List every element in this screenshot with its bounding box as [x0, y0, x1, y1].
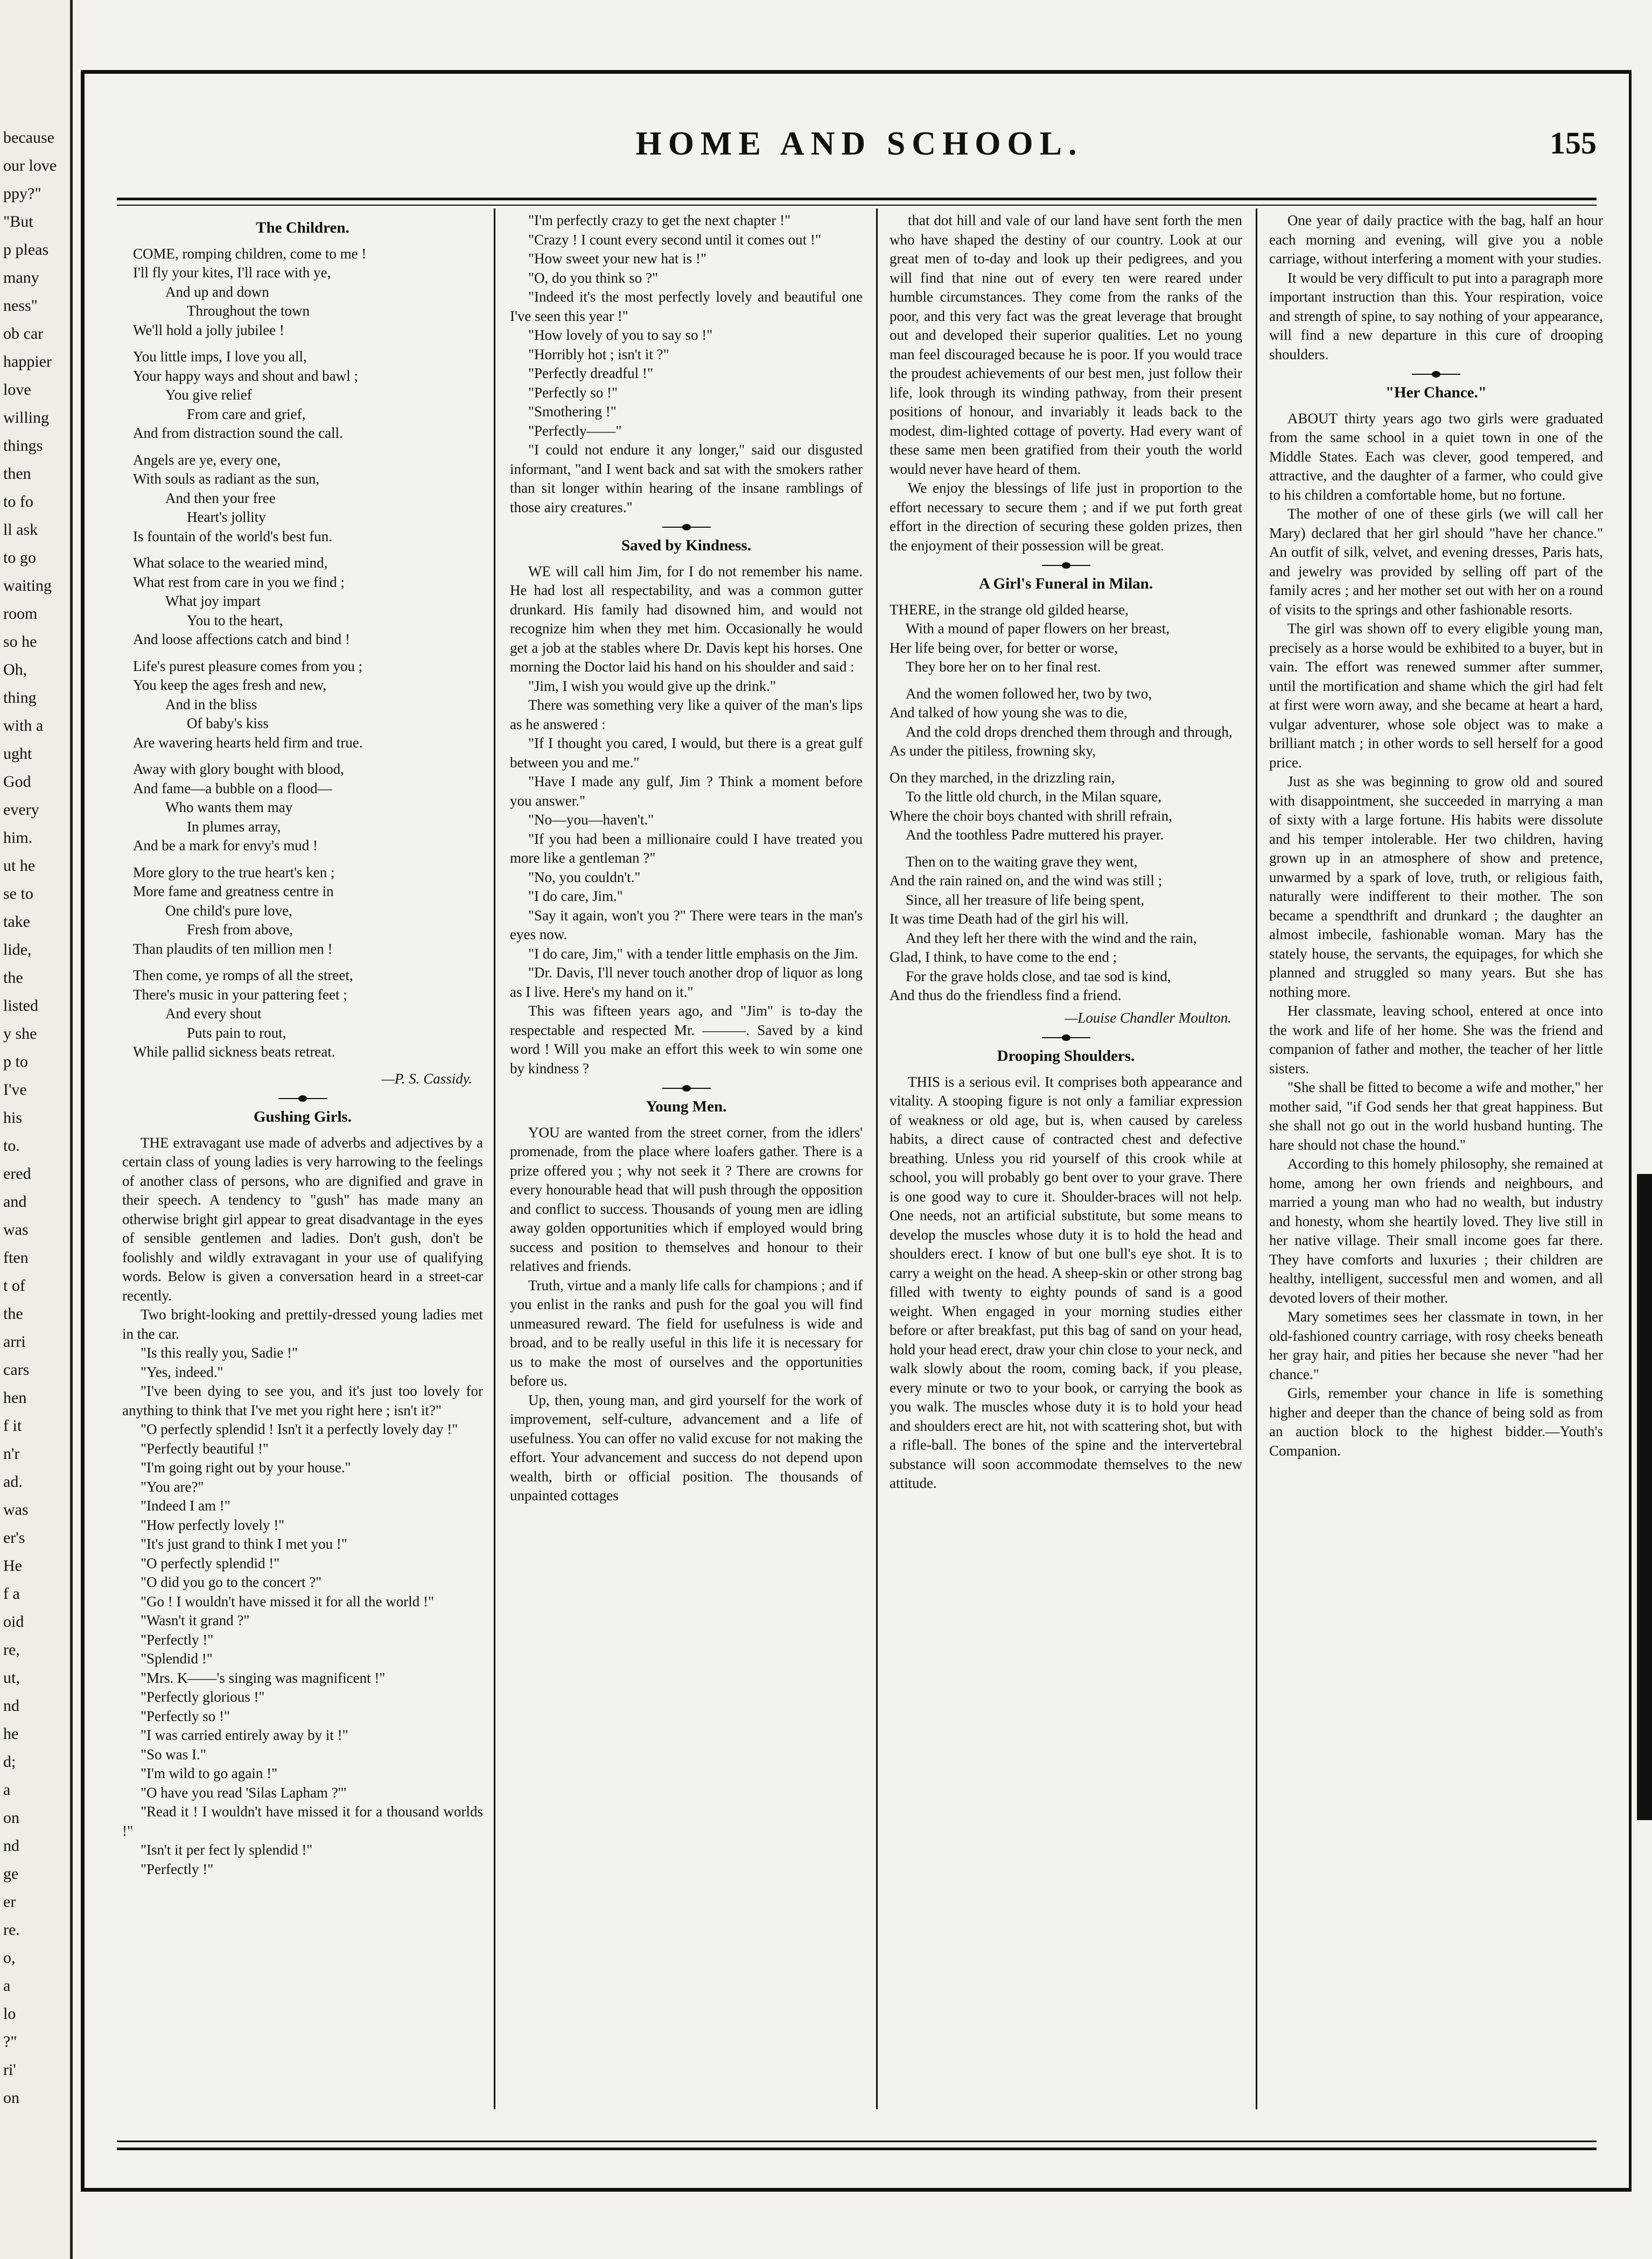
poem-line: And up and down [165, 283, 269, 300]
poem-attribution: —Louise Chandler Moulton. [1065, 1009, 1231, 1026]
poem-stanza [133, 966, 483, 1062]
poem-line: And then your free [165, 489, 276, 506]
prev-page-fragment: to go [3, 549, 36, 567]
poem-attribution: —P. S. Cassidy. [381, 1070, 472, 1087]
prev-page-fragment: take [3, 913, 30, 931]
poem-line: In plumes array, [187, 818, 281, 835]
paragraph: "I'm wild to go again !" [141, 1765, 278, 1781]
poem-line: They bore her on to her final rest. [906, 659, 1101, 675]
prev-page-fragment: n'r [3, 1445, 20, 1463]
paragraph: The girl was shown off to every eligible young man, precisely as a horse would be exhibited to a buyer, but in vain. The effort was renewed summer after summer, until the mortification and shame which the girl had felt at first were worn away, and she became at heart a hard, vulgar adventurer, whose sole object was to make a brilliant match ; in other words to sell herself for a good price. [1269, 620, 1603, 771]
prev-page-fragment: ppy?" [3, 185, 41, 202]
poem-line: On they marched, in the drizzling rain, [890, 769, 1115, 786]
previous-page-edge [0, 0, 73, 2259]
section-divider [1042, 564, 1090, 567]
paragraph: "I was carried entirely away by it !" [141, 1727, 348, 1743]
stanza-gap [890, 677, 1242, 684]
paragraph: "I'm perfectly crazy to get the next chapter !" [528, 212, 791, 228]
prev-page-fragment: ll ask [3, 521, 38, 538]
paragraph: "Perfectly so !" [141, 1708, 230, 1724]
poem-line: To the little old church, in the Milan square, [906, 788, 1161, 805]
prev-page-fragment: with a [3, 717, 44, 735]
prev-page-fragment: listed [3, 997, 38, 1015]
prev-page-fragment: re. [3, 1921, 20, 1939]
stanza-gap [890, 845, 1242, 852]
paragraph: "I do care, Jim." [528, 888, 623, 904]
poem-line: And every shout [165, 1005, 262, 1022]
poem-line: With a mound of paper flowers on her breast, [906, 620, 1170, 637]
stanza-gap [890, 761, 1242, 768]
prev-page-fragment: "But [3, 213, 33, 230]
prev-page-fragment: p pleas [3, 241, 49, 258]
prev-page-fragment: ften [3, 1249, 29, 1267]
poem-stanza [133, 657, 483, 753]
poem-stanza [133, 863, 483, 959]
paragraph: "Read it ! I wouldn't have missed it for a thousand worlds !" [122, 1803, 483, 1839]
column-4 [1269, 211, 1603, 2107]
section-divider [1412, 373, 1460, 376]
prev-page-fragment: because [3, 129, 54, 146]
paragraph: "Perfectly glorious !" [141, 1689, 265, 1705]
poem-line: You to the heart, [187, 612, 283, 628]
paragraph: "Go ! I wouldn't have missed it for all the world !" [141, 1593, 435, 1610]
prev-page-fragment: was [3, 1501, 29, 1519]
poem-stanza [133, 760, 483, 856]
paragraph: "Splendid !" [141, 1650, 213, 1667]
poem-line: And the women followed her, two by two, [906, 685, 1152, 702]
poem-line: Than plaudits of ten million men ! [133, 940, 333, 957]
prev-page-fragment: a [3, 1977, 11, 1995]
poem-line: From care and grief, [187, 405, 306, 422]
poem-line: With souls as radiant as the sun, [133, 471, 320, 487]
prev-page-fragment: y she [3, 1025, 37, 1043]
paragraph: "Mrs. K——'s singing was magnificent !" [141, 1669, 386, 1686]
paragraph: "Is this really you, Sadie !" [141, 1345, 298, 1361]
prev-page-fragment: I've [3, 1081, 27, 1099]
prev-page-fragment: hen [3, 1389, 27, 1407]
paragraph: "Indeed I am !" [141, 1498, 230, 1514]
poem-line: Puts pain to rout, [187, 1024, 286, 1041]
poem-line: What solace to the wearied mind, [133, 555, 328, 571]
prev-page-fragment: o, [3, 1949, 16, 1967]
poem-title: A Girl's Funeral in Milan. [978, 575, 1153, 592]
paragraph: "Indeed it's the most perfectly lovely and beautiful one I've seen this year !" [510, 289, 863, 324]
paragraph: "If I thought you cared, I would, but there is a great gulf between you and me." [510, 735, 863, 771]
prev-page-fragment: a [3, 1781, 11, 1799]
poem-line: What joy impart [165, 593, 261, 609]
paragraph: Up, then, young man, and gird yourself for the work of improvement, self-culture, advancement and a life of usefulness. You can offer no valid excuse for not making the effort. Your advancement and success do not depend upon wealth, birth or official position. The thousands of unpainted cottages [510, 1391, 863, 1503]
paragraph: "I do care, Jim," with a tender little emphasis on the Jim. [528, 945, 858, 962]
poem-line: COME, romping children, come to me ! [133, 245, 367, 262]
page-edge-shadow [1637, 1174, 1652, 1820]
poem-line: More glory to the true heart's ken ; [133, 864, 335, 880]
prev-page-fragment: thing [3, 689, 37, 707]
poem-line: And in the bliss [165, 696, 257, 712]
prev-page-fragment: room [3, 605, 38, 623]
column-2 [510, 211, 863, 2107]
poem-line: For the grave holds close, and tae sod is kind, [906, 968, 1171, 984]
prev-page-fragment: p to [3, 1053, 28, 1071]
paragraph: Mary sometimes sees her classmate in town, in her old-fashioned country carriage, with rosy cheeks beneath her gray hair, and pities her because she never "had her chance." [1269, 1309, 1603, 1382]
paragraph: YOU are wanted from the street corner, from the idlers' promenade, from the place where loafers gather. There is a prize offered you ; why not seek it ? There are crowns for every honourable head that will push through the opposition and conflict to success. Thousands of young men are idling away golden opportunities which if employed would bring success and position to themselves and honour to their relatives and friends. [510, 1124, 863, 1274]
paragraph: Girls, remember your chance in life is something higher and deeper than the chance of being sold as from an auction block to the highest bidder.—Youth's Companion. [1269, 1385, 1603, 1459]
prev-page-fragment: cars [3, 1361, 30, 1379]
prev-page-fragment: many [3, 269, 39, 286]
prev-page-fragment: ered [3, 1165, 31, 1183]
poem-line: And the toothless Padre muttered his prayer. [906, 827, 1164, 843]
column-divider [1256, 208, 1257, 2109]
paragraph: "O did you go to the concert ?" [141, 1574, 322, 1590]
paragraph: Truth, virtue and a manly life calls for champions ; and if you enlist in the ranks and push for the goal you will find unmeasured reward. The field for usefulness is wide and broad, and to be really useful in this life it is necessary for us to make the most of ourselves and the opportunities before us. [510, 1277, 863, 1389]
poem-line: As under the pitiless, frowning sky, [890, 743, 1096, 759]
poem-line: THERE, in the strange old gilded hearse, [890, 601, 1129, 618]
poem-girls-funeral [890, 600, 1242, 1005]
poem-line: Is fountain of the world's best fun. [133, 528, 333, 544]
poem-line: Then on to the waiting grave they went, [906, 853, 1138, 870]
paragraph: "No, you couldn't." [528, 869, 641, 885]
page-number: 155 [1550, 125, 1597, 160]
paragraph: "I've been dying to see you, and it's just too lovely for anything to think that I've met you right here ; isn't it?" [122, 1383, 483, 1418]
prev-page-fragment: him. [3, 829, 33, 847]
paragraph: This was fifteen years ago, and "Jim" is to-day the respectable and respected Mr. ———. Saved by a kind word ! Will you make an effort this week to win some one by kindness ? [510, 1003, 863, 1076]
paragraph: "How perfectly lovely !" [141, 1516, 285, 1533]
prev-page-fragment: oid [3, 1613, 24, 1631]
paragraph: "O perfectly splendid !" [141, 1555, 280, 1571]
prev-page-fragment: God [3, 773, 31, 791]
paragraph: "You are?" [141, 1478, 204, 1495]
poem-line: What rest from care in you we find ; [133, 574, 345, 590]
prev-page-fragment: ness" [3, 297, 38, 314]
prev-page-fragment: arri [3, 1333, 26, 1351]
paragraph: "Smothering !" [528, 403, 617, 419]
section-divider [662, 1087, 711, 1090]
poem-line: Where the choir boys chanted with shrill refrain, [890, 807, 1172, 824]
poem-line: You little imps, I love you all, [133, 348, 307, 365]
poem-line: You give relief [165, 387, 252, 403]
poem-line: It was time Death had of the girl his will. [890, 911, 1129, 927]
paragraph: "Perfectly !" [141, 1861, 214, 1877]
prev-page-fragment: He [3, 1557, 22, 1575]
prev-page-fragment: to. [3, 1137, 20, 1155]
prev-page-fragment: willing [3, 409, 50, 426]
paragraph: "So was I." [141, 1746, 206, 1763]
poem-stanza [133, 347, 483, 443]
paragraph: that dot hill and vale of our land have sent forth the men who have shaped the destiny of our country. Look at our great men of to-day and look up their pedigrees, and you will find that nine out of every ten were reared under humble circumstances. They come from the ranks of the poor, and this very fact was the great leverage that brought out and developed their superior qualities. Let no young man feel discouraged because he is poor. If you would trace the proudest achievements of our best men, just follow their life, look through its winding pathway, from their present positions of honour, and invariably it leads back to the modest, dim-lighted cottage of poverty. Had every want of these same men been gratified from their youth the world would never have heard of them. [890, 212, 1242, 477]
poem-line: While pallid sickness beats retreat. [133, 1044, 335, 1060]
poem-line: Away with glory bought with blood, [133, 761, 345, 777]
page-title: HOME AND SCHOOL. [635, 125, 1083, 162]
header-rule [117, 198, 1597, 206]
poem-line: Throughout the town [187, 303, 310, 319]
prev-page-fragment: f it [3, 1417, 22, 1435]
paragraph: There was something very like a quiver of the man's lips as he answered : [510, 697, 863, 732]
prev-page-fragment: ught [3, 745, 32, 763]
poem-stanza [133, 554, 483, 649]
poem-line: And the cold drops drenched them through and through, [906, 723, 1233, 740]
poem-line: And loose affections catch and bind ! [133, 631, 350, 647]
paragraph: "Perfectly beautiful !" [141, 1440, 269, 1457]
prev-page-fragment: ge [3, 1865, 19, 1883]
poem-the-children [133, 244, 483, 1062]
prev-page-fragment: so he [3, 633, 37, 651]
poem-line: There's music in your pattering feet ; [133, 986, 347, 1003]
prev-page-fragment: lo [3, 2005, 16, 2023]
prev-page-fragment: er's [3, 1529, 25, 1547]
prev-page-fragment: d; [3, 1753, 16, 1771]
paragraph: WE will call him Jim, for I do not remember his name. He had lost all respectability, and was a common gutter drunkard. His family had disowned him, and would not recognize him when they met him. Occasionally he would get a job at the stables where Dr. Davis kept his horses. One morning the Doctor laid his hand on his shoulder and said : [510, 563, 863, 675]
poem-stanza [133, 244, 483, 340]
prev-page-fragment: on [3, 2089, 19, 2107]
paragraph: Just as she was beginning to grow old and soured with disappointment, she succeeded in marrying a man of sixty with a large fortune. His habits were dissolute and his temper intolerable. Her two children, having grown up in an atmosphere of show and pretence, unwarmed by a spark of love, truth, or religious faith, naturally were indifferent to their mother. The son became a spendthrift and drunkard ; the daughter an almost imbecile, fashionable woman. Mary has the stately house, the servants, the equipages, for which she planned and struggled so many years. But she has nothing more. [1269, 773, 1603, 1000]
prev-page-fragment: the [3, 1305, 23, 1323]
paragraph: "Have I made any gulf, Jim ? Think a moment before you answer." [510, 773, 863, 809]
paragraph: "She shall be fitted to become a wife and mother," her mother said, "if God sends her that great happiness. But she shall not go out in the world husband hunting. The hare should not chase the hound." [1269, 1079, 1603, 1153]
prev-page-fragment: nd [3, 1697, 19, 1715]
article-continued [510, 211, 863, 517]
poem-line: And thus do the friendless find a friend. [890, 987, 1122, 1003]
prev-page-fragment: ut he [3, 857, 36, 875]
paragraph: "It's just grand to think I met you !" [141, 1536, 347, 1552]
prev-page-fragment: re, [3, 1641, 20, 1659]
prev-page-fragment: ad. [3, 1473, 23, 1491]
article-title: Saved by Kindness. [621, 537, 751, 554]
poem-line: And they left her there with the wind and the rain, [906, 929, 1197, 946]
poem-line: Fresh from above, [187, 921, 293, 938]
prev-page-fragment: and [3, 1193, 27, 1211]
paragraph: "Perfectly !" [141, 1631, 214, 1648]
paragraph: "How sweet your new hat is !" [528, 250, 706, 267]
prev-page-fragment: lide, [3, 941, 32, 959]
paragraph: "Perfectly——" [528, 422, 622, 439]
prev-page-fragment: Oh, [3, 661, 27, 679]
paragraph: "O perfectly splendid ! Isn't it a perfectly lovely day !" [141, 1421, 458, 1437]
paragraph: "Perfectly dreadful !" [528, 365, 653, 381]
article-title: Drooping Shoulders. [997, 1047, 1135, 1065]
column-3 [890, 211, 1242, 2107]
paragraph: "Horribly hot ; isn't it ?" [528, 346, 669, 362]
poem-title: The Children. [256, 219, 349, 236]
article-title: "Her Chance." [1385, 384, 1487, 401]
article-her-chance [1269, 409, 1603, 1461]
footer-rule [117, 2141, 1597, 2150]
paragraph: Two bright-looking and prettily-dressed young ladies met in the car. [122, 1306, 483, 1342]
prev-page-fragment: things [3, 437, 43, 454]
poem-line: Her life being over, for better or worse, [890, 639, 1118, 656]
poem-line: Of baby's kiss [187, 715, 269, 731]
prev-page-fragment: to fo [3, 493, 33, 510]
paragraph: "I'm going right out by your house." [141, 1459, 351, 1475]
article-title: Young Men. [646, 1098, 727, 1115]
prev-page-fragment: love [3, 381, 31, 398]
poem-line: You keep the ages fresh and new, [133, 677, 327, 693]
article-continued [1269, 211, 1603, 364]
column-1 [122, 211, 483, 2107]
prev-page-fragment: ri' [3, 2061, 16, 2079]
poem-line: Are wavering hearts held firm and true. [133, 734, 363, 751]
poem-line: Your happy ways and shout and bawl ; [133, 367, 358, 384]
column-divider [876, 208, 878, 2109]
paragraph: According to this homely philosophy, she remained at home, among her own friends and neighbours, and married a young man who had no wealth, but industry and honesty, whom she heartily loved. They live still in her native village. Their small income goes far there. They have comforts and luxuries ; their children are healthy, intelligent, successful men and women, and all devoted lovers of their mother. [1269, 1156, 1603, 1306]
newspaper-page [81, 70, 1632, 2192]
paragraph: "O, do you think so ?" [528, 269, 659, 286]
poem-line: And talked of how young she was to die, [890, 704, 1128, 721]
poem-line: One child's pure love, [165, 902, 292, 919]
page-header [122, 125, 1597, 173]
paragraph: "How lovely of you to say so !" [528, 327, 713, 343]
poem-stanza [133, 451, 483, 547]
prev-page-fragment: his [3, 1109, 23, 1127]
paragraph: "Perfectly so !" [528, 384, 618, 401]
paragraph: "Isn't it per fect ly splendid !" [141, 1842, 313, 1858]
paragraph: It would be very difficult to put into a paragraph more important instruction than this. Your respiration, voice and strength of spine, to say nothing of your appearance, will find a new departure in this cure of drooping shoulders. [1269, 269, 1603, 362]
poem-line: Who wants them may [165, 799, 293, 815]
poem-line: And fame—a bubble on a flood— [133, 780, 332, 796]
prev-page-fragment: on [3, 1809, 19, 1827]
prev-page-fragment: f a [3, 1585, 20, 1603]
paragraph: One year of daily practice with the bag, half an hour each morning and evening, will give you a noble carriage, without interfering a moment with your studies. [1269, 212, 1603, 267]
prev-page-fragment: then [3, 465, 31, 482]
poem-line: I'll fly your kites, I'll race with ye, [133, 264, 331, 281]
section-divider [278, 1097, 327, 1100]
poem-line: And the rain rained on, and the wind was still ; [890, 872, 1163, 889]
prev-page-fragment: se to [3, 885, 33, 903]
prev-page-fragment: t of [3, 1277, 25, 1295]
poem-line: Life's purest pleasure comes from you ; [133, 658, 363, 674]
prev-page-fragment: ut, [3, 1669, 20, 1687]
article-continued [890, 211, 1242, 555]
prev-page-fragment: ob car [3, 325, 44, 342]
paragraph: "Crazy ! I count every second until it comes out !" [528, 231, 821, 248]
paragraph: "I could not endure it any longer," said our disgusted informant, "and I went back and sat with the smokers rather than sit longer within hearing of the insane ramblings of those airy creatures." [510, 442, 863, 515]
article-gushing-girls [122, 1134, 483, 1879]
paragraph: We enjoy the blessings of life just in proportion to the effort necessary to secure them ; and if we put forth great effort in the direction of securing these golden prizes, then the enjoyment of their possession will be great. [890, 480, 1242, 554]
prev-page-fragment: he [3, 1725, 19, 1743]
poem-line: Angels are ye, every one, [133, 451, 281, 468]
prev-page-fragment: er [3, 1893, 16, 1911]
section-divider [662, 526, 711, 529]
paragraph: "Yes, indeed." [141, 1363, 223, 1380]
paragraph: "Dr. Davis, I'll never touch another drop of liquor as long as I live. Here's my hand on it." [510, 964, 863, 1000]
poem-line: More fame and greatness centre in [133, 883, 334, 899]
paragraph: The mother of one of these girls (we will call her Mary) declared that her girl should "have her chance." An outfit of silk, velvet, and evening dresses, Paris hats, and jewelry was provided by selling off part of the family acres ; and her mother set out with her on a round of visits to the springs and other fashionable resorts. [1269, 506, 1603, 618]
paragraph: THIS is a serious evil. It comprises both appearance and vitality. A stooping figure is not only a familiar expression of weakness or old age, but is, when caused by careless habits, a direct cause of contracted chest and defective breathing. Unless you rid yourself of this crook while at school, you will probably go bent over to your grave. There is one good way to cure it. Shoulder-braces will not help. One needs, not an artificial substitute, but some means to develop the muscles whose duty it is to hold the head and shoulders erect. I know of but one bull's eye shot. It is to carry a weight on the head. A sheep-skin or other strong bag filled with twenty to eighty pounds of sand is a good weight. When engaged in your morning studies either before or after breakfast, put this bag of sand on your head, hold your head erect, draw your chin close to your neck, and walk slowly about the room, coming back, if you please, every minute or two to your book, or carrying the book as you walk. The muscles whose duty it is to hold your head and shoulders erect are hit, not with scattering shot, but with a rifle-ball. The bones of the spine and the intervertebral substance will soon accommodate themselves to the new attitude. [890, 1073, 1242, 1491]
article-saved-by-kindness [510, 562, 863, 1079]
article-young-men [510, 1123, 863, 1506]
poem-line: We'll hold a jolly jubilee ! [133, 321, 284, 338]
prev-page-fragment: waiting [3, 577, 52, 595]
poem-line: Glad, I think, to have come to the end ; [890, 949, 1117, 965]
poem-line: And be a mark for envy's mud ! [133, 837, 318, 854]
column-divider [494, 208, 495, 2109]
prev-page-fragment: was [3, 1221, 29, 1239]
prev-page-fragment: every [3, 801, 39, 819]
prev-page-fragment: ?" [3, 2033, 17, 2051]
paragraph: "If you had been a millionaire could I have treated you more like a gentleman ?" [510, 830, 863, 866]
prev-page-fragment: nd [3, 1837, 19, 1855]
poem-line: Since, all her treasure of life being spent, [906, 891, 1145, 908]
paragraph: "Jim, I wish you would give up the drink." [528, 677, 776, 694]
poem-line: Then come, ye romps of all the street, [133, 967, 353, 983]
paragraph: "No—you—haven't." [528, 812, 654, 828]
prev-page-fragment: happier [3, 353, 52, 370]
article-title: Gushing Girls. [253, 1108, 352, 1125]
poem-line: And from distraction sound the call. [133, 425, 343, 441]
article-drooping-shoulders [890, 1073, 1242, 1493]
prev-page-fragment: our love [3, 157, 57, 174]
paragraph: "Wasn't it grand ?" [141, 1612, 250, 1628]
prev-page-fragment: the [3, 969, 23, 987]
paragraph: ABOUT thirty years ago two girls were graduated from the same school in a quiet town in one of the Middle States. Each was clever, good tempered, and attractive, and the daughter of a farmer, who could give to his children a comfortable home, but no fortune. [1269, 410, 1603, 503]
paragraph: "O have you read 'Silas Lapham ?'" [141, 1784, 347, 1801]
paragraph: Her classmate, leaving school, entered at once into the work and life of her home. She was the friend and companion of father and mother, the teacher of her little sisters. [1269, 1003, 1603, 1076]
section-divider [1042, 1036, 1090, 1039]
paragraph: THE extravagant use made of adverbs and adjectives by a certain class of young ladies is very harrowing to the feelings of another class of persons, who are dignified and grave in their speech. A tendency to "gush" has made many an otherwise bright girl appear to great disadvantage in the eyes of sensible gentlemen and ladies. Don't gush, don't be foolishly and wildly extravagant in your use of qualifying words. Below is given a conversation heard in a street-car recently. [122, 1134, 483, 1304]
poem-line: Heart's jollity [187, 509, 266, 525]
paragraph: "Say it again, won't you ?" There were tears in the man's eyes now. [510, 907, 863, 942]
